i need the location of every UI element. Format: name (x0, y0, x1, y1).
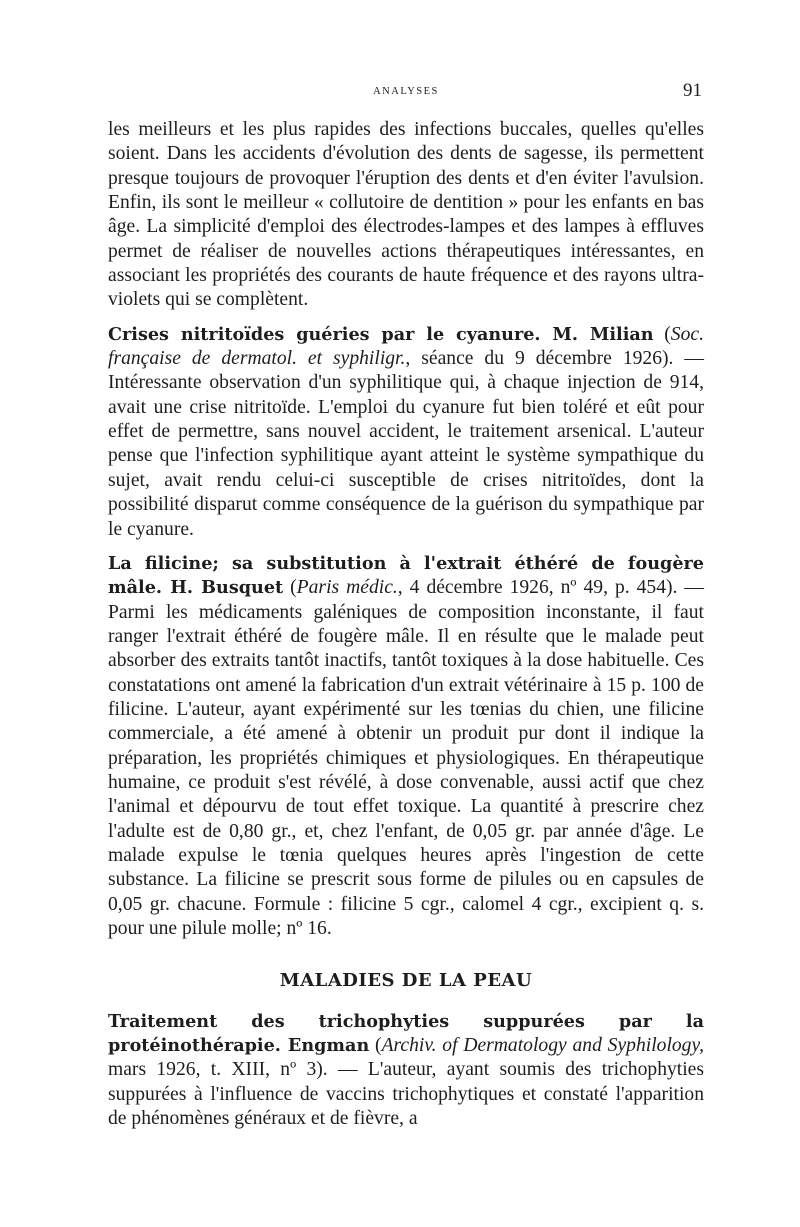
abstract-body: — Intéressante observation d'un syphilitique qui, à chaque injection de 914, avait une crise nitritoïde. L'emploi du cyanure fut bien toléré et eût pour effet de permettre, sans nouvel accident, le traitement arsenical. L'auteur pense que l'infection syphilitique ayant atteint le système sympathique du sujet, avait rendu celui-ci susceptible de crises nitritoïdes, dont la possibilité disparut comme conséquence de la guérison du sympathique par le cyanure. (108, 348, 704, 540)
running-head (108, 82, 704, 104)
abstract-body: — Parmi les médicaments galéniques de composition inconstante, il faut ranger l'extrait éthéré de fougère mâle. Il en résulte que le malade peut absorber des extraits tantôt inactifs, tantôt toxiques à la dose habituelle. Ces constatations ont amené la fabrication d'un extrait vétérinaire à 15 p. 100 de filicine. L'auteur, ayant expérimenté sur les tœnias du chien, une filicine commerciale, a été amené à obtenir un produit pur dont il indique la préparation, les propriétés chimiques et physiologiques. En thérapeutique humaine, ce produit s'est révélé, à dose convenable, aussi actif que chez l'animal et dépourvu de tout effet toxique. La quantité à prescrire chez l'adulte est de 0,80 gr., et, chez l'enfant, de 0,05 gr. par année d'âge. Le malade expulse le tœnia quelques heures après l'ingestion de cette substance. La filicine se prescrit sous forme de pilules ou en capsules de 0,05 gr. chacune. Formule : filicine 5 cgr., calomel 4 cgr., excipient q. s. pour une pilule molle; nº 16. (108, 577, 705, 939)
journal-name: Paris médic. (296, 577, 398, 599)
reference-details: , 4 décembre 1926, nº 49, p. 454). (397, 577, 678, 599)
reference-details: mars 1926, t. XIII, nº 3). (108, 1059, 328, 1081)
body-text (108, 118, 704, 1131)
reference-open: ( (653, 323, 671, 345)
paragraph-text: les meilleurs et les plus rapides des infections buccales, quelles qu'elles soient. Dans les accidents d'évolution des dents de sagesse, ils permettent presque toujours de provoquer l'éruption des dents et d'en éviter l'avulsion. Enfin, ils sont le meilleur « collutoire de dentition » pour les enfants en bas âge. La simplicité d'emploi des électrodes-lampes et des lampes à effluves permet de réaliser de nouvelles actions thérapeutiques intéressantes, en associant les propriétés des courants de haute fréquence et des rayons ultra-violets qui se complètent. (108, 119, 704, 311)
reference-details: , séance du 9 décembre 1926). (405, 348, 674, 370)
paragraph-continued (108, 118, 704, 313)
abstract-cyanure (108, 323, 704, 542)
journal-name: Soc. française de dermatol. et syphiligr. (108, 323, 704, 370)
section-heading: MALADIES DE LA PEAU (279, 970, 533, 992)
abstract-title: La filicine; sa substitution à l'extrait éthéré de fougère mâle. H. Busquet (108, 552, 704, 599)
abstract-filicine (108, 552, 704, 942)
reference-open: ( (369, 1035, 382, 1057)
abstract-body: — L'auteur, ayant soumis des trichophyties suppurées à l'influence de vaccins trichophytiques et constaté l'apparition de phénomènes généraux et de fièvre, a (108, 1059, 704, 1130)
reference-open: ( (283, 577, 297, 599)
abstract-title: Crises nitritoïdes guéries par le cyanure. M. Milian (108, 323, 654, 345)
abstract-trichophyties (108, 1010, 704, 1132)
page-number: 91 (683, 80, 702, 101)
running-title: ANALYSES (373, 86, 439, 97)
journal-name: Archiv. of Dermatology and Syphilology, (381, 1035, 704, 1057)
abstract-title: Traitement des trichophyties suppurées par la protéinothérapie. Engman (108, 1010, 704, 1057)
